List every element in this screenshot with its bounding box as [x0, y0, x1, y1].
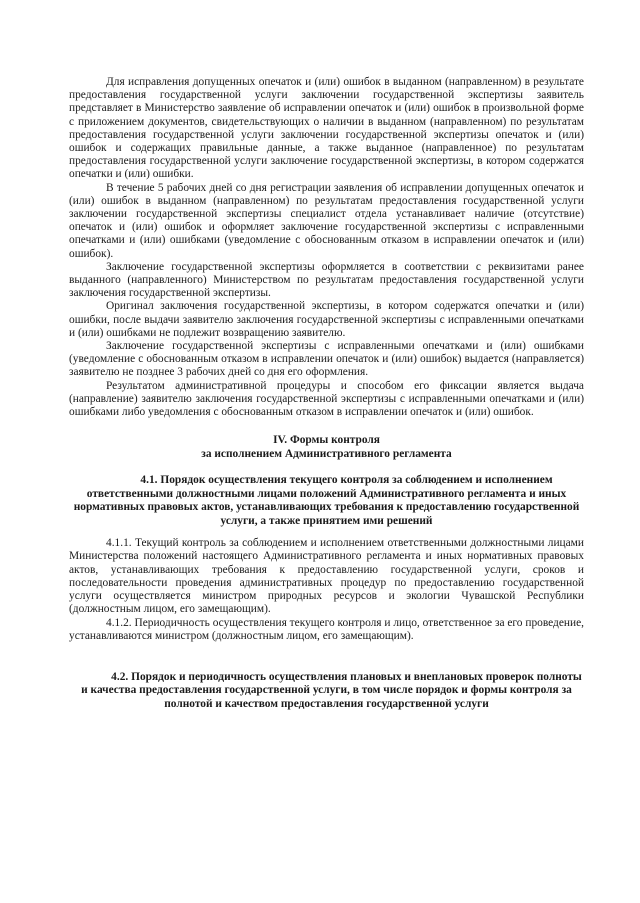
section-4-heading: [69, 434, 584, 461]
paragraph-issuance-term: Заключение государственной экспертизы с исправленными опечатками и (или) ошибками (уведомление с обоснованным отказом в исправлении опечаток и (или) ошибок) выдается (направляется) заявителю не позднее 3 рабочих дней со дня его оформления.: [69, 340, 584, 379]
paragraph-4-1-2: 4.1.2. Периодичность осуществления текущего контроля и лицо, ответственное за его проведение, устанавливаются министром (должностным лицом, его замещающим).: [69, 616, 584, 642]
subsection-4-1-heading: [69, 474, 584, 528]
section-4-subtitle: за исполнением Административного регламента: [201, 447, 452, 460]
subsection-4-1-title: 4.1. Порядок осуществления текущего контроля за соблюдением и исполнением ответственными должностными лицами положений Административного регламента и иных нормативных правовых актов, устанавливающих требования к предоставлению государственной услуги, а также принятием ими решений: [73, 474, 580, 527]
paragraph-correction-format: Заключение государственной экспертизы оформляется в соответствии с реквизитами ранее выданного (направленного) Министерством по результатам предоставления государственной услуги заключения государственной экспертизы.: [69, 260, 584, 300]
section-3-text: [69, 76, 584, 419]
subsection-4-2-heading: [69, 671, 584, 712]
paragraph-4-1-1: 4.1.1. Текущий контроль за соблюдением и исполнением ответственными должностными лицами Министерства положений настоящего Административного регламента и иных нормативных правовых актов, устанавливающих требования к предоставлению государственной услуги, сроков и последовательности проведения административных процедур по предоставлению государственной услуги осуществляется министром природных ресурсов и экологии Чувашской Республики (должностным лицом, его замещающим).: [69, 537, 584, 616]
subsection-4-2-title: 4.2. Порядок и периодичность осуществления плановых и внеплановых проверок полноты и качества предоставления государственной услуги, в том числе порядок и формы контроля за полнотой и качеством предоставления государственной услуги: [81, 670, 582, 710]
paragraph-correction-request: Для исправления допущенных опечаток и (или) ошибок в выданном (направленном) в результате предоставления государственной услуги заключении государственной экспертизы заявитель представляет в Министерство заявление об исправлении опечаток и (или) ошибок в произвольной форме с приложением документов, свидетельствующих о наличии в выданном (направленном) по результатам предоставления государственной услуги заключении государственной экспертизы опечаток и (или) ошибок и содержащих правильные данные, а также выданное (направленное) по результатам предоставления государственной услуги заключение государственной экспертизы, в котором содержатся опечатки и (или) ошибки.: [69, 76, 584, 181]
section-4-title: IV. Формы контроля: [273, 434, 380, 447]
paragraph-original-not-returned: Оригинал заключения государственной экспертизы, в котором содержатся опечатки и (или) ошибки, после выдачи заявителю заключения государственной экспертизы с исправленными опечатками и (или) ошибками не подлежит возвращению заявителю.: [69, 300, 584, 339]
paragraph-correction-term: В течение 5 рабочих дней со дня регистрации заявления об исправлении допущенных опечаток и (или) ошибок в выданном (направленном) по результатам предоставления государственной услуги заключении государственной экспертизы специалист отдела устанавливает наличие (отсутствие) опечаток и (или) ошибок и оформляет заключение государственной экспертизы с исправленными опечатками и (или) ошибками (уведомление с обоснованным отказом в исправлении опечаток и (или) ошибок).: [69, 181, 584, 260]
paragraph-procedure-result: Результатом административной процедуры и способом его фиксации является выдача (направление) заявителю заключения государственной экспертизы с исправленными опечатками и (или) ошибками либо уведомления с обоснованным отказом в исправлении опечаток и (или) ошибок.: [69, 379, 584, 419]
